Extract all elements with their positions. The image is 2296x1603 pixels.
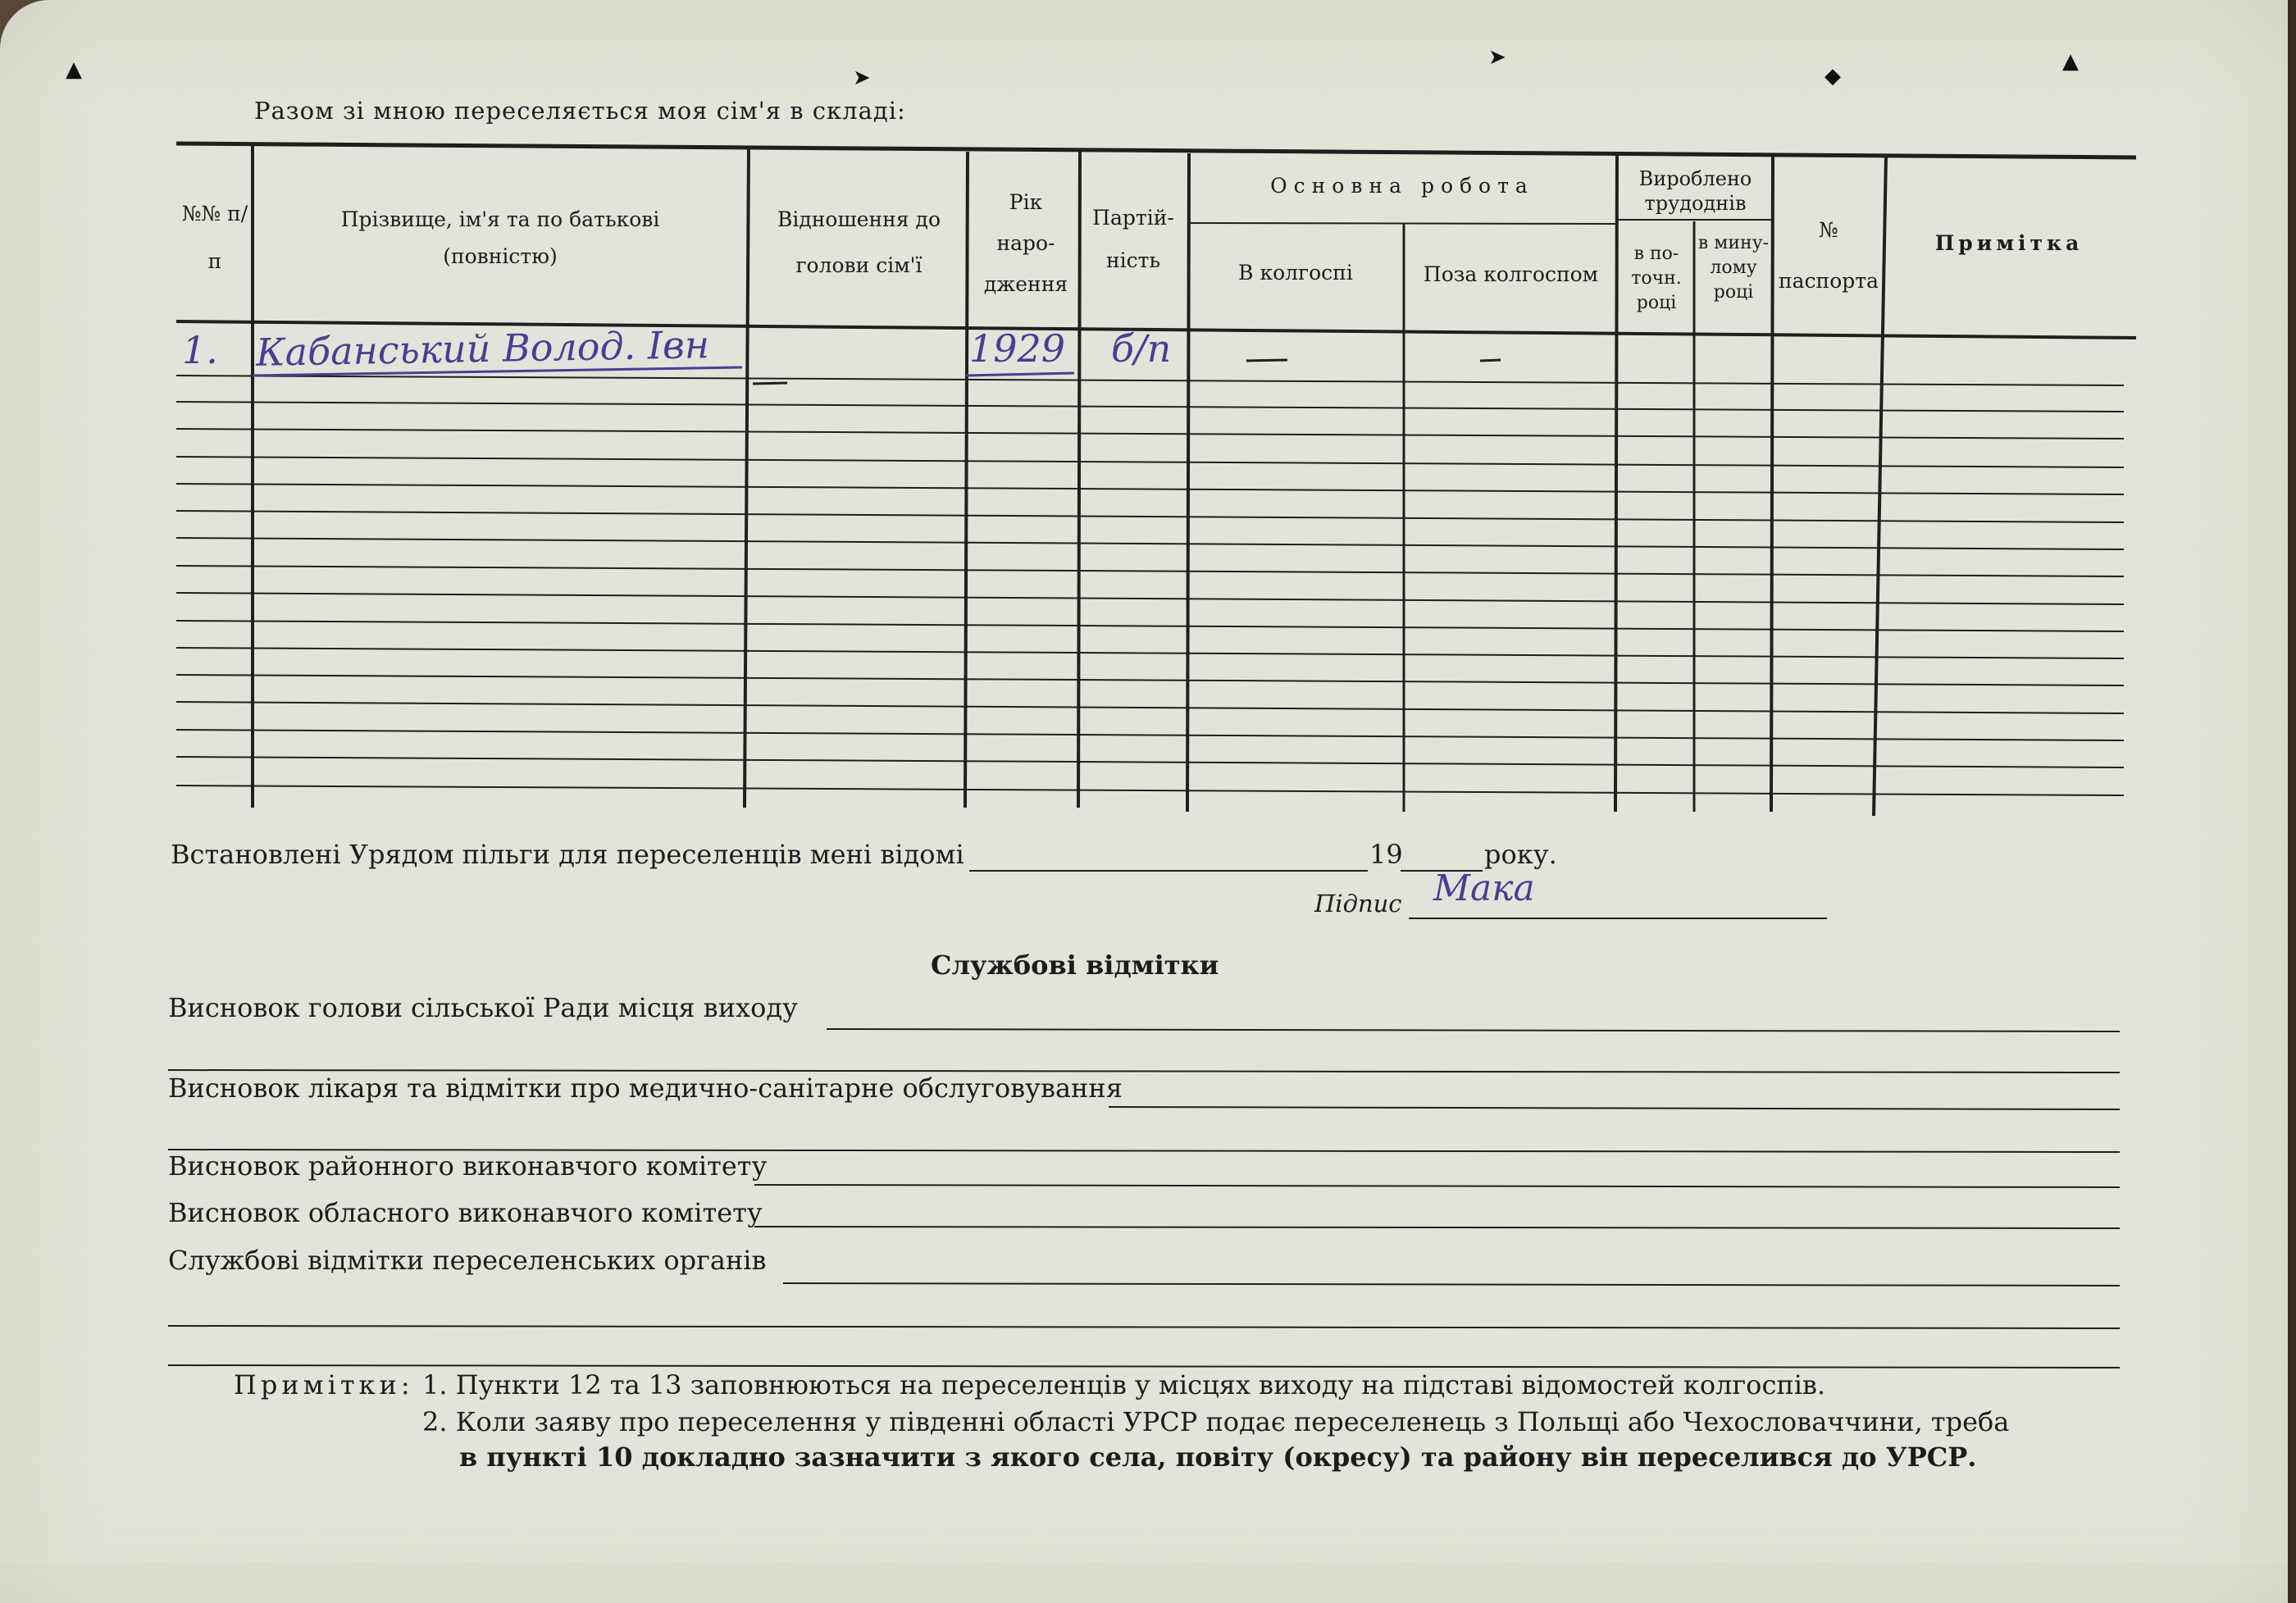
benefits-year-prefix: 19	[1369, 839, 1403, 870]
header-note: Примітка	[1934, 231, 2084, 255]
note-2: 2. Коли заяву про переселення у південні області УРСР подає переселенець з Польщі або Чехословаччини, треба	[422, 1406, 2010, 1437]
service-line-4: Висновок обласного виконавчого комітету	[168, 1197, 763, 1228]
header-workdays-current: в по- точн. році	[1631, 244, 1682, 313]
header-work-kolhosp: В колгоспі	[1238, 261, 1353, 285]
intro-text: Разом зі мною переселяється моя сім'я в складі:	[254, 97, 906, 125]
service-line-2: Висновок лікаря та відмітки про медично-санітарне обслуговування	[168, 1072, 1123, 1104]
header-relation: Відношення до голови сім'ї	[777, 207, 941, 277]
scan-mark: ➤	[853, 66, 871, 90]
header-year: Рік наро- дження	[983, 190, 1068, 296]
service-title: Службові відмітки	[931, 950, 1219, 981]
row-1-num: 1.	[182, 328, 218, 372]
header-party: Партій- ність	[1092, 206, 1174, 272]
header-name: Прізвище, ім'я та по батькові (повністю)	[340, 207, 660, 268]
row-1-name: Кабанський Волод. Івн	[255, 322, 710, 375]
header-work: Основна робота	[1270, 174, 1534, 198]
service-line-3: Висновок районного виконавчого комітету	[168, 1150, 768, 1182]
scan-mark: ◆	[1824, 64, 1841, 89]
scan-mark: ▲	[66, 57, 82, 82]
row-1-party: б/п	[1111, 326, 1172, 371]
header-workdays: Вироблено трудоднів	[1638, 167, 1752, 215]
scan-mark: ➤	[1488, 45, 1506, 70]
benefits-text: Встановлені Урядом пільги для переселенців мені відомі	[171, 839, 964, 870]
header-num: №№ п/п	[181, 202, 248, 273]
row-1-year: 1929	[969, 326, 1066, 371]
page-edge	[2288, 0, 2296, 1603]
scan-mark: ▲	[2062, 49, 2079, 74]
notes-label: Примітки:	[234, 1369, 414, 1400]
service-line-5: Службові відмітки переселенських органів	[168, 1245, 767, 1276]
benefits-year-suffix: року.	[1484, 839, 1557, 870]
signature-label: Підпис	[1314, 890, 1402, 918]
note-1: 1. Пункти 12 та 13 заповнюються на переселенців у місцях виходу на підставі відомостей колгоспів.	[422, 1369, 1826, 1400]
service-line-1: Висновок голови сільської Ради місця виходу	[168, 992, 798, 1023]
header-work-outside: Поза колгоспом	[1423, 262, 1599, 286]
signature: Мака	[1433, 868, 1535, 909]
header-passport: № паспорта	[1778, 218, 1879, 293]
header-workdays-past: в мину- лому році	[1697, 233, 1770, 303]
note-2-continued: в пункті 10 докладно зазначити з якого села, повіту (окресу) та району він переселився до УРСР.	[459, 1441, 1977, 1473]
